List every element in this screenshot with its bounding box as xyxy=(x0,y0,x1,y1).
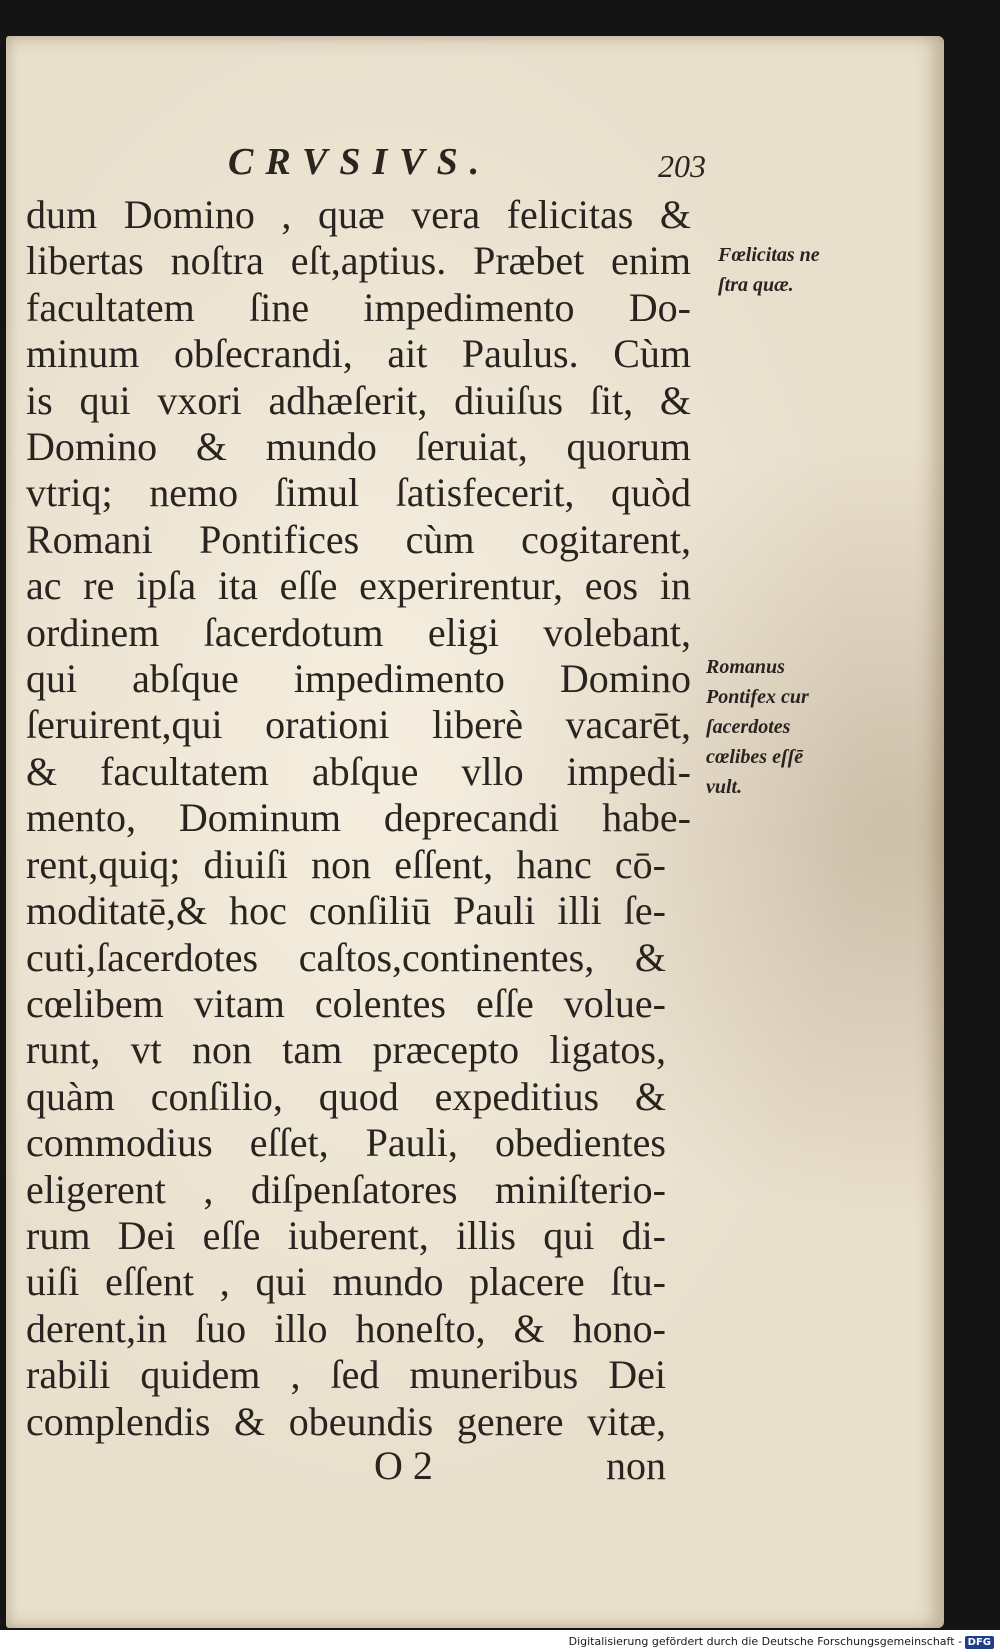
text-line: moditatē,& hoc conſiliū Pauli illi ſe- xyxy=(26,888,666,934)
footer-bar xyxy=(0,1630,1000,1652)
text-line: cuti,ſacerdotes caſtos,continentes, & xyxy=(26,934,666,980)
margin-note xyxy=(718,240,820,300)
text-line: ac re ipſa ita eſſe experirentur, eos in xyxy=(26,563,691,609)
text-line: minum obſecrandi, ait Paulus. Cùm xyxy=(26,331,691,377)
text-line: dum Domino , quæ vera felicitas & xyxy=(26,192,691,237)
text-line: Domino & mundo ſeruiat, quorum xyxy=(26,424,691,470)
text-line: complendis & obeundis genere vitæ, xyxy=(26,1398,666,1444)
running-head: CRVSIVS. xyxy=(228,141,492,183)
text-line: rabili quidem , ſed muneribus Dei xyxy=(26,1352,666,1398)
text-line: eligerent , diſpenſatores miniſterio- xyxy=(26,1166,666,1212)
text-line: runt, vt non tam præcepto ligatos, xyxy=(26,1027,666,1073)
text-line: libertas noſtra eſt,aptius. Præbet enim xyxy=(26,238,691,284)
text-line: & facultatem abſque vllo impedi- xyxy=(26,748,691,794)
dfg-logo: DFG xyxy=(965,1636,994,1649)
text-line: vtriq; nemo ſimul ſatisfecerit, quòd xyxy=(26,470,691,516)
page-number: 203 xyxy=(658,148,706,184)
text-line: ordinem ſacerdotum eligi volebant, xyxy=(26,609,691,655)
text-line: is qui vxori adhæſerit, diuiſus ſit, & xyxy=(26,377,691,423)
text-line: cœlibem vitam colentes eſſe volue- xyxy=(26,980,666,1026)
text-line: facultatem ſine impedimento Do- xyxy=(26,284,691,330)
margin-note-line: Romanus xyxy=(706,656,785,678)
text-line: rum Dei eſſe iuberent, illis qui di- xyxy=(26,1212,666,1258)
margin-note-line: Fœlicitas ne xyxy=(718,244,820,266)
margin-note xyxy=(706,652,809,802)
footer-credit: Digitalisierung gefördert durch die Deutsche Forschungsgemeinschaft - xyxy=(568,1635,962,1648)
book-page xyxy=(6,36,944,1628)
text-line: mento, Dominum deprecandi habe- xyxy=(26,795,691,841)
text-line: quàm conſilio, quod expeditius & xyxy=(26,1073,666,1119)
text-line: qui abſque impedimento Domino xyxy=(26,656,691,702)
margin-note-line: Pontifex cur xyxy=(706,686,809,708)
text-line: derent,in ſuo illo honeſto, & hono- xyxy=(26,1305,666,1351)
main-text-block xyxy=(26,192,706,1445)
text-line: rent,quiq; diuiſi non eſſent, hanc cō- xyxy=(26,841,666,887)
margin-note-line: cœlibes eſſē xyxy=(706,746,804,768)
text-line: uiſi eſſent , qui mundo placere ſtu- xyxy=(26,1259,666,1305)
margin-note-line: vult. xyxy=(706,776,743,798)
catchword: non xyxy=(606,1443,666,1488)
text-line: Romani Pontifices cùm cogitarent, xyxy=(26,516,691,562)
margin-note-line: ſtra quæ. xyxy=(718,274,794,296)
margin-note-line: ſacerdotes xyxy=(706,716,791,738)
signature-mark: O 2 xyxy=(374,1443,433,1488)
text-line: ſeruirent,qui orationi liberè vacarēt, xyxy=(26,702,691,748)
text-line: commodius eſſet, Pauli, obedientes xyxy=(26,1120,666,1166)
